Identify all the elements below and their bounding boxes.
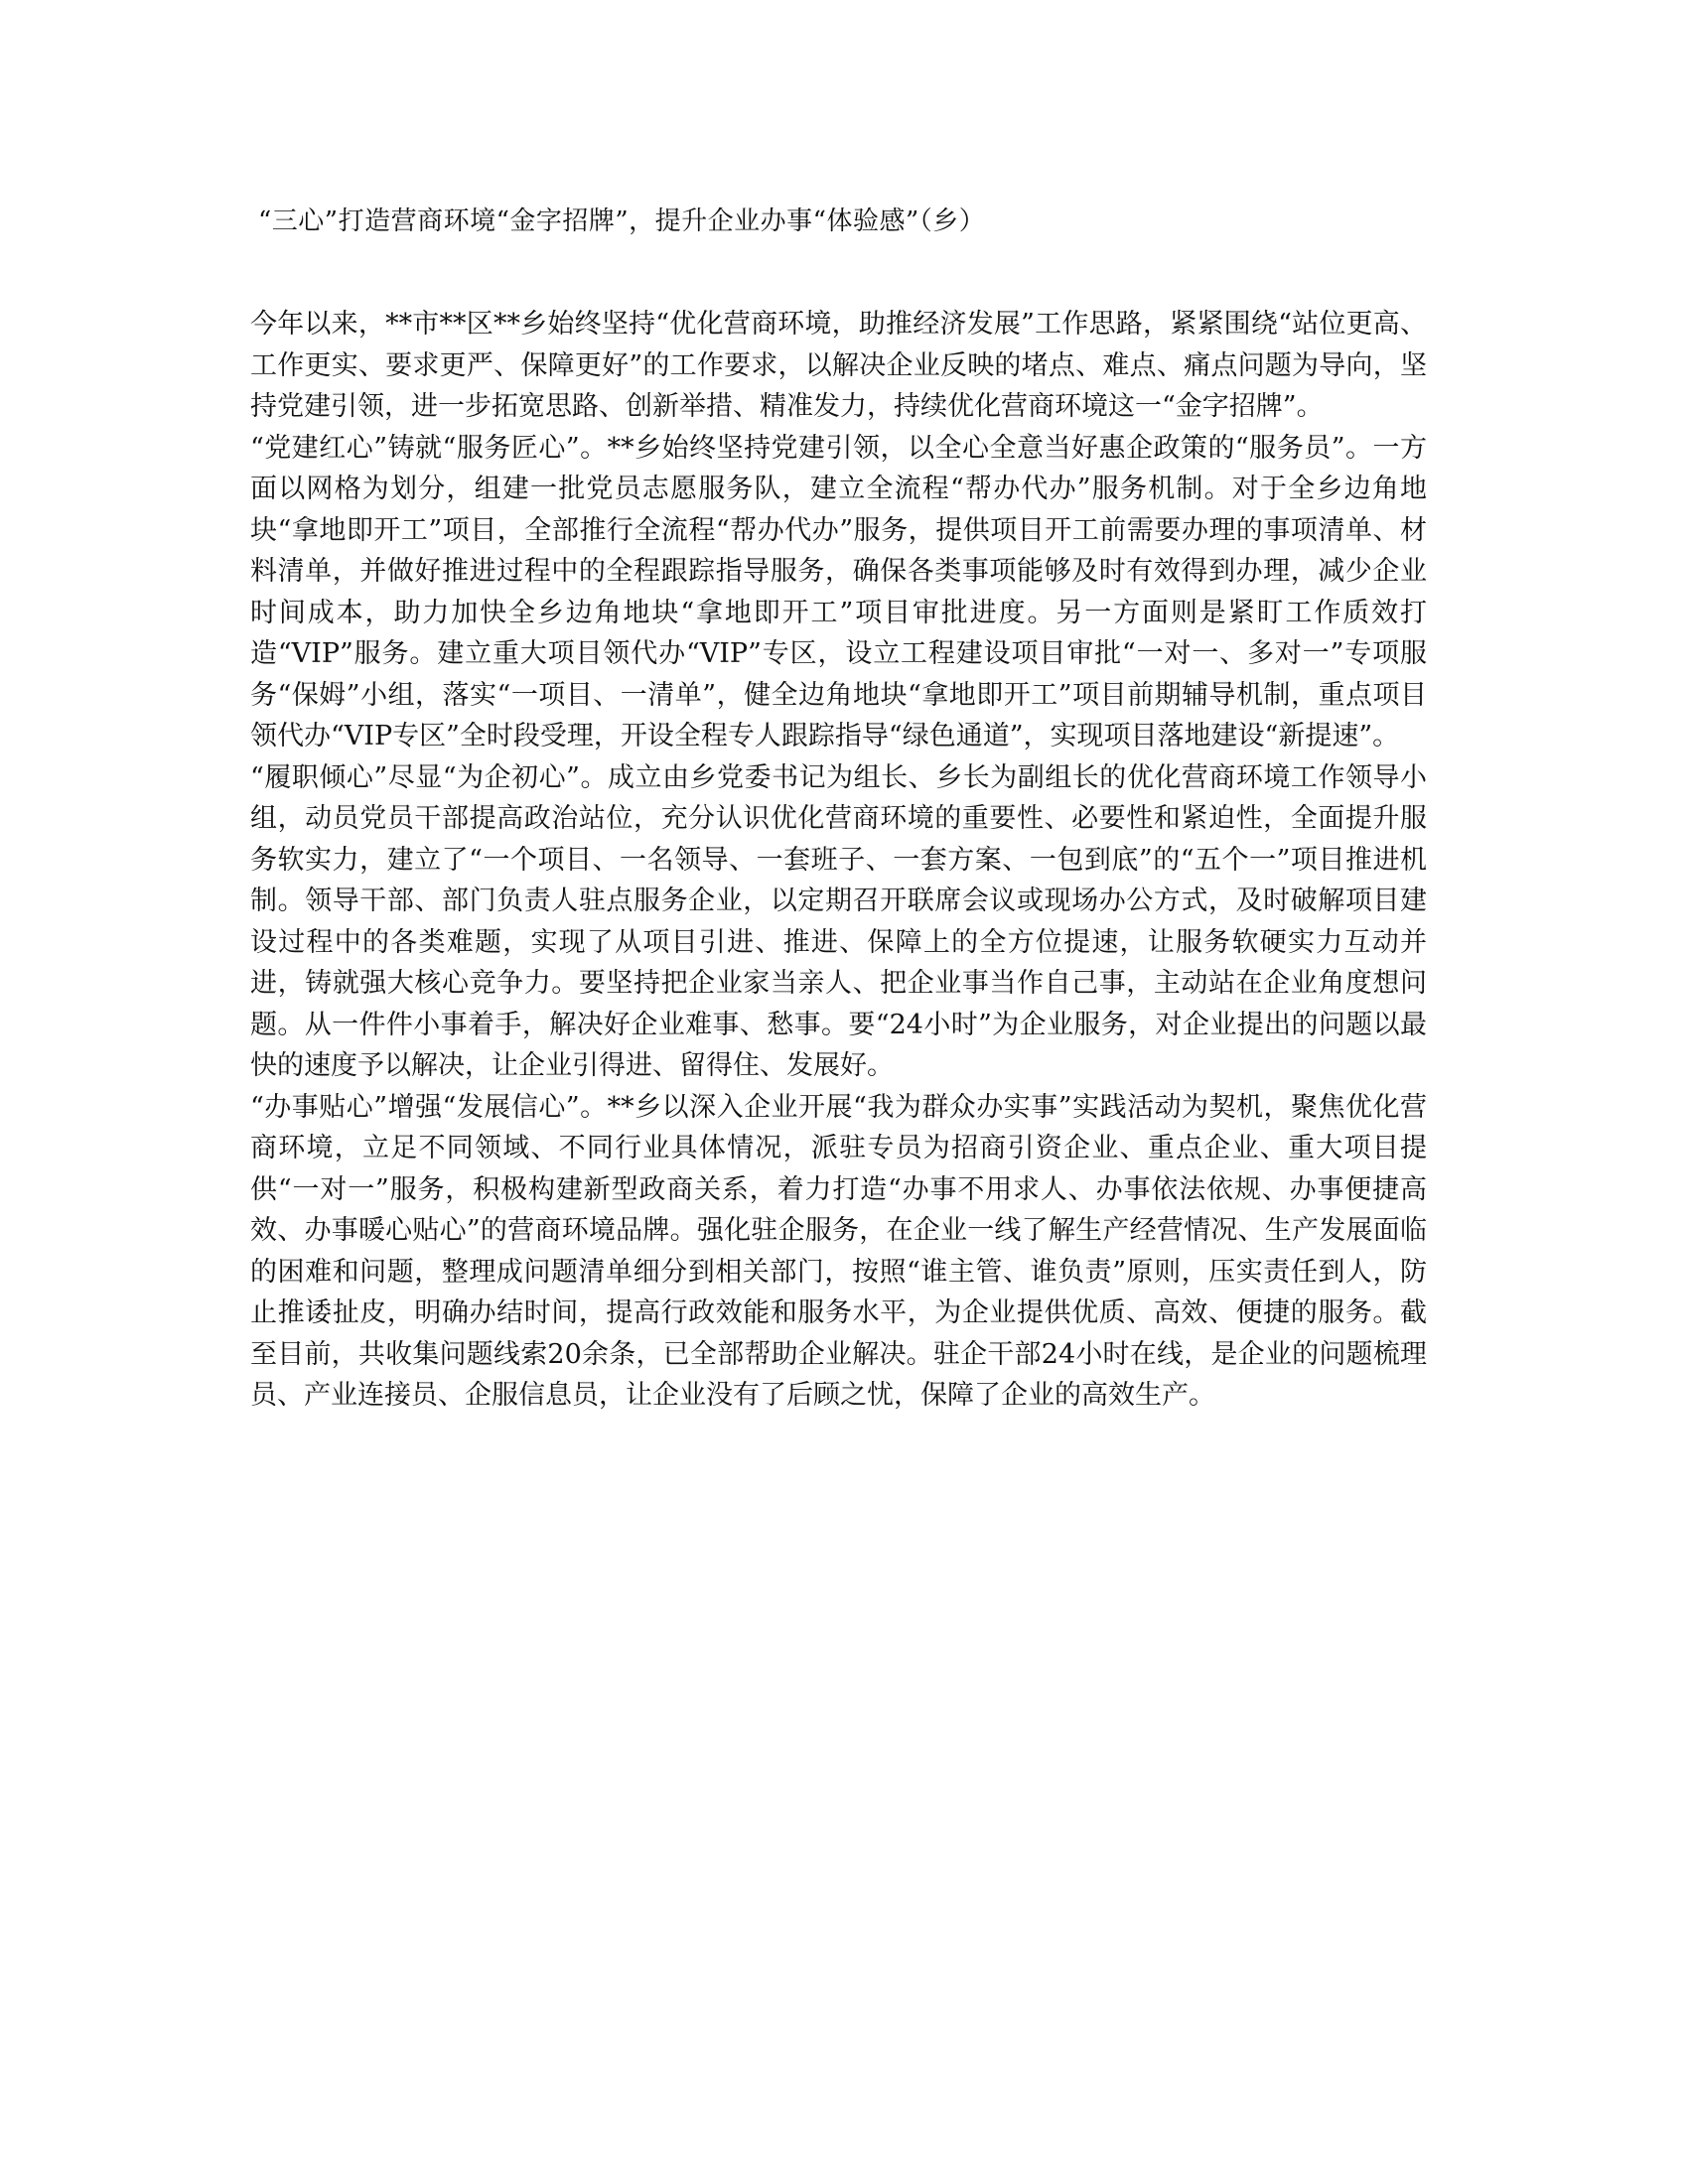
- paragraph-duty: “履职倾心”尽显“为企初心”。成立由乡党委书记为组长、乡长为副组长的优化营商环境工作领导小组，动员党员干部提高政治站位，充分认识优化营商环境的重要性、必要性和紧迫性，全面提升服务软实力，建立了“一个项目、一名领导、一套班子、一套方案、一包到底”的“五个一”项目推进机制。领导干部、部门负责人驻点服务企业，以定期召开联席会议或现场办公方式，及时破解项目建设过程中的各类难题，实现了从项目引进、推进、保障上的全方位提速，让服务软硬实力互动并进，铸就强大核心竞争力。要坚持把企业家当亲人、把企业事当作自己事，主动站在企业角度想问题。从一件件小事着手，解决好企业难事、愁事。要“24小时”为企业服务，对企业提出的问题以最快的速度予以解决，让企业引得进、留得住、发展好。: [250, 761, 1427, 1081]
- paragraph-party-building: “党建红心”铸就“服务匠心”。**乡始终坚持党建引领，以全心全意当好惠企政策的“服务员”。一方面以网格为划分，组建一批党员志愿服务队，建立全流程“帮办代办”服务机制。对于全乡边角地块“拿地即开工”项目，全部推行全流程“帮办代办”服务，提供项目开工前需要办理的事项清单、材料清单，并做好推进过程中的全程跟踪指导服务，确保各类事项能够及时有效得到办理，减少企业时间成本，助力加快全乡边角地块“拿地即开工”项目审批进度。另一方面则是紧盯工作质效打造“VIP”服务。建立重大项目领代办“VIP”专区，设立工程建设项目审批“一对一、多对一”专项服务“保姆”小组，落实“一项目、一清单”，健全边角地块“拿地即开工”项目前期辅导机制，重点项目领代办“VIP专区”全时段受理，开设全程专人跟踪指导“绿色通道”，实现项目落地建设“新提速”。: [250, 432, 1427, 751]
- document-title: “三心”打造营商环境“金字招牌”，提升企业办事“体验感”（乡）: [258, 206, 986, 236]
- document-body: [250, 304, 1427, 1417]
- paragraph-service: “办事贴心”增强“发展信心”。**乡以深入企业开展“我为群众办实事”实践活动为契机，聚焦优化营商环境，立足不同领域、不同行业具体情况，派驻专员为招商引资企业、重点企业、重大项目提供“一对一”服务，积极构建新型政商关系，着力打造“办事不用求人、办事依法依规、办事便捷高效、办事暖心贴心”的营商环境品牌。强化驻企服务，在企业一线了解生产经营情况、生产发展面临的困难和问题，整理成问题清单细分到相关部门，按照“谁主管、谁负责”原则，压实责任到人，防止推诿扯皮，明确办结时间，提高行政效能和服务水平，为企业提供优质、高效、便捷的服务。截至目前，共收集问题线索20余条，已全部帮助企业解决。驻企干部24小时在线，是企业的问题梳理员、产业连接员、企服信息员，让企业没有了后顾之忧，保障了企业的高效生产。: [250, 1091, 1427, 1411]
- paragraph-intro: 今年以来，**市**区**乡始终坚持“优化营商环境，助推经济发展”工作思路，紧紧围绕“站位更高、工作更实、要求更严、保障更好”的工作要求，以解决企业反映的堵点、难点、痛点问题为导向，坚持党建引领，进一步拓宽思路、创新举措、精准发力，持续优化营商环境这一“金字招牌”。: [250, 309, 1427, 422]
